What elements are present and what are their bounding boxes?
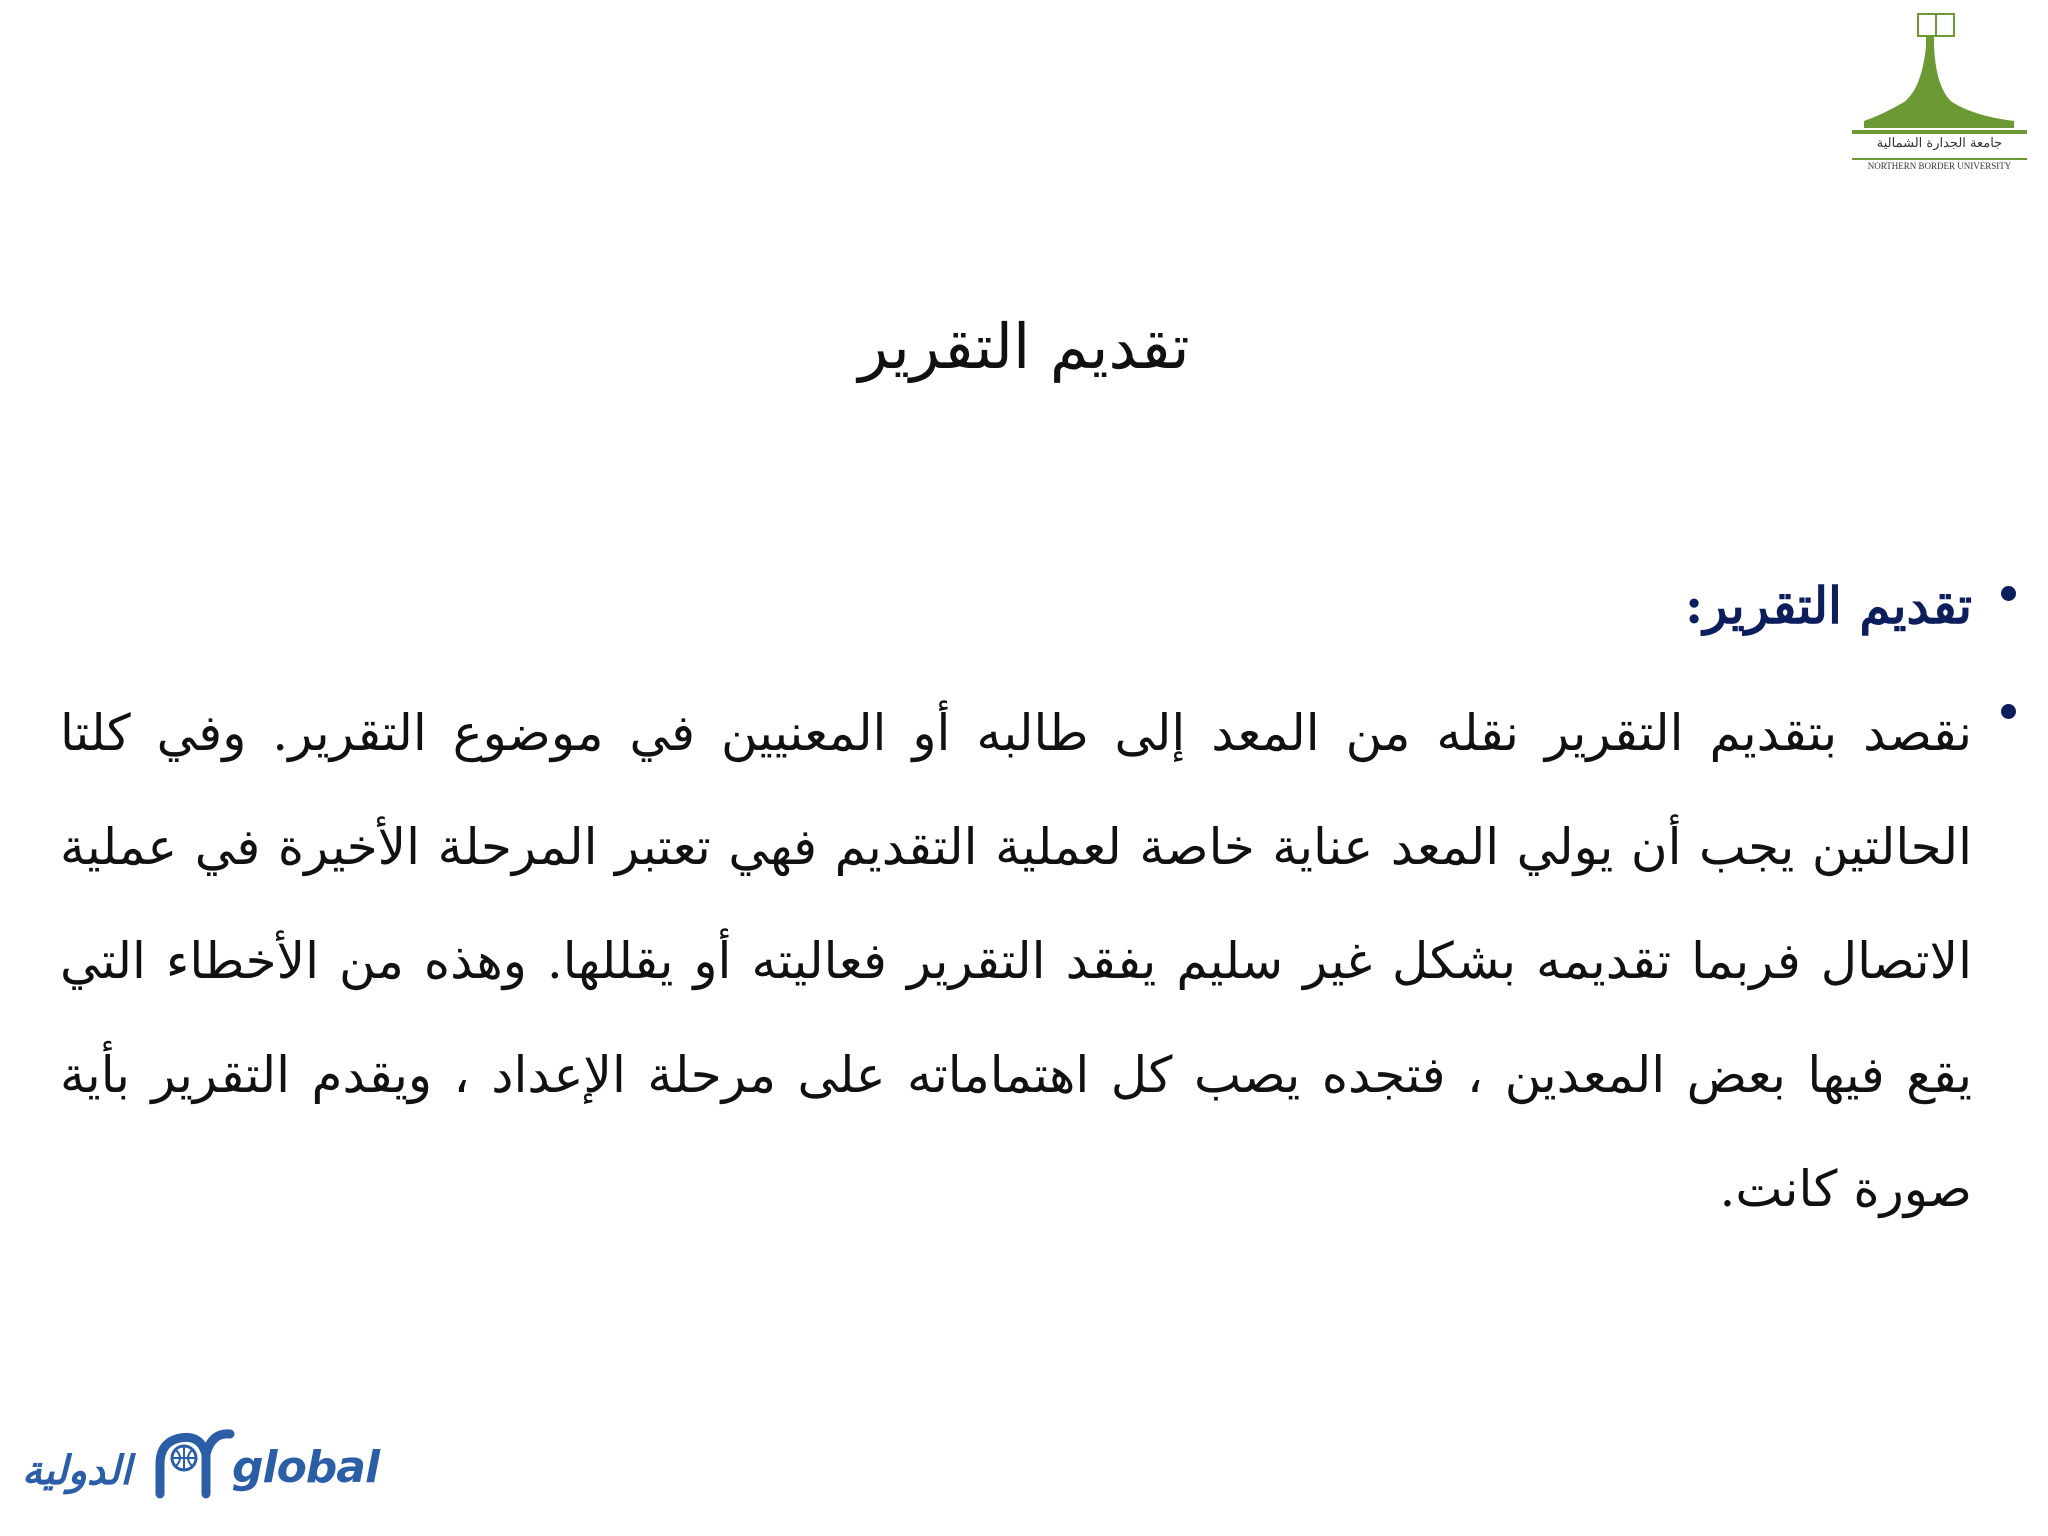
- bullet-heading-text: تقديم التقرير:: [1684, 576, 1972, 635]
- bullet-list: [60, 556, 1972, 1246]
- university-english-name: NORTHERN BORDER UNIVERSITY: [1867, 161, 2012, 171]
- bullet-body-text: نقصد بتقديم التقرير نقله من المعد إلى طالبه أو المعنيين في موضوع التقرير. وفي كلتا الحالتين يجب أن يولي المعد عناية خاصة لعملية التقديم فهي تعتبر المرحلة الأخيرة في عملية الاتصال فربما تقديمه بشكل غير سليم يفقد التقرير فعاليته أو يقللها. وهذه من الأخطاء التي يقع فيها بعض المعدين ، فتجده يصب كل اهتماماته على مرحلة الإعداد ، ويقدم التقرير بأية صورة كانت.: [60, 704, 1972, 1218]
- university-logo: [1844, 6, 2034, 176]
- slide-title: تقديم التقرير: [858, 310, 1190, 383]
- globe-icon: [150, 1424, 240, 1504]
- brand-arabic-text: الدولية: [22, 1448, 132, 1494]
- bullet-item-heading: [60, 556, 1972, 676]
- brand-latin-text: global: [232, 1442, 380, 1493]
- university-arabic-name: جامعة الجدارة الشمالية: [1876, 136, 2003, 151]
- bullet-item-body: [60, 676, 1972, 1246]
- bullet-dot-icon: [2001, 586, 2016, 601]
- brand-logo: [22, 1424, 380, 1512]
- bullet-dot-icon: [2001, 704, 2016, 719]
